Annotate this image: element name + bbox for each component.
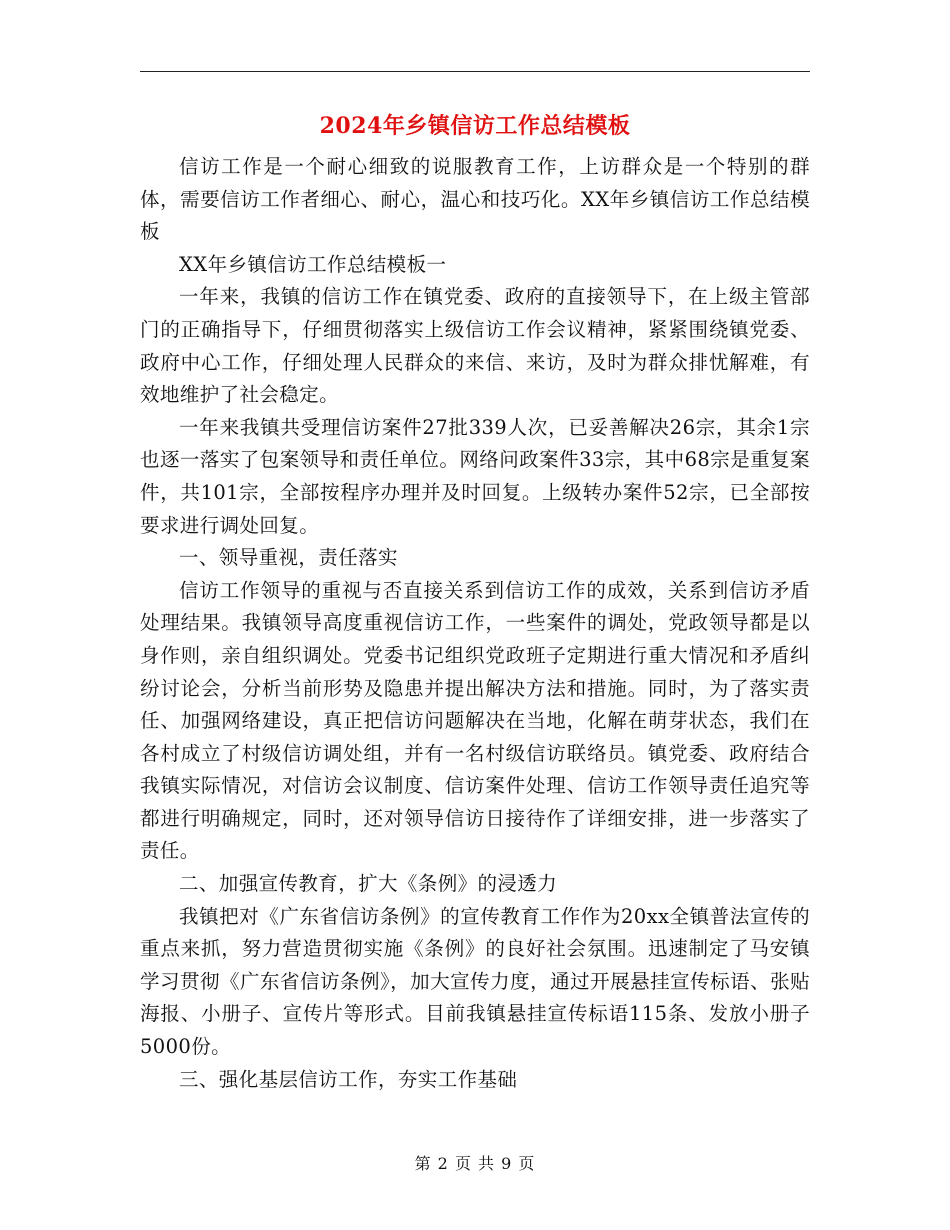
section-heading-1: 一、领导重视，责任落实 bbox=[179, 546, 398, 570]
paragraph-publicity: 我镇把对《广东省信访条例》的宣传教育工作作为20xx全镇普法宣传的重点来抓，努力营造贯彻实施《条例》的良好社会氛围。迅速制定了马安镇学习贯彻《广东省信访条例》，加大宣传力度，通过开展悬挂宣传标语、张贴海报、小册子、宣传片等形式。目前我镇悬挂宣传标语115条、发放小册子5000份。 bbox=[140, 904, 810, 1059]
document-body bbox=[140, 151, 810, 1096]
paragraph-statistics: 一年来我镇共受理信访案件27批339人次，已妥善解决26宗，其余1宗也逐一落实了包案领导和责任单位。网络问政案件33宗，其中68宗是重复案件，共101宗，全部按程序办理并及时回复。上级转办案件52宗，已全部按要求进行调处回复。 bbox=[140, 415, 810, 537]
page-footer: 第 2 页 共 9 页 bbox=[414, 1154, 536, 1173]
paragraph-intro: 信访工作是一个耐心细致的说服教育工作，上访群众是一个特别的群体，需要信访工作者细心、耐心，温心和技巧化。XX年乡镇信访工作总结模板 bbox=[140, 155, 810, 244]
paragraph-overview: 一年来，我镇的信访工作在镇党委、政府的直接领导下，在上级主管部门的正确指导下，仔细贯彻落实上级信访工作会议精神，紧紧围绕镇党委、政府中心工作，仔细处理人民群众的来信、来访，及时为群众排忧解难，有效地维护了社会稳定。 bbox=[140, 285, 810, 407]
header-rule bbox=[140, 71, 810, 72]
paragraph-leadership: 信访工作领导的重视与否直接关系到信访工作的成效，关系到信访矛盾处理结果。我镇领导高度重视信访工作，一些案件的调处，党政领导都是以身作则，亲自组织调处。党委书记组织党政班子定期进行重大情况和矛盾纠纷讨论会，分析当前形势及隐患并提出解决方法和措施。同时，为了落实责任、加强网络建设，真正把信访问题解决在当地，化解在萌芽状态，我们在各村成立了村级信访调处组，并有一名村级信访联络员。镇党委、政府结合我镇实际情况，对信访会议制度、信访案件处理、信访工作领导责任追究等都进行明确规定，同时，还对领导信访日接待作了详细安排，进一步落实了责任。 bbox=[140, 578, 810, 863]
section-heading-2: 二、加强宣传教育，扩大《条例》的浸透力 bbox=[179, 872, 558, 896]
paragraph-subtitle: XX年乡镇信访工作总结模板一 bbox=[179, 252, 447, 276]
document-title: 2024年乡镇信访工作总结模板 bbox=[319, 113, 631, 139]
section-heading-3: 三、强化基层信访工作，夯实工作基础 bbox=[179, 1067, 518, 1091]
